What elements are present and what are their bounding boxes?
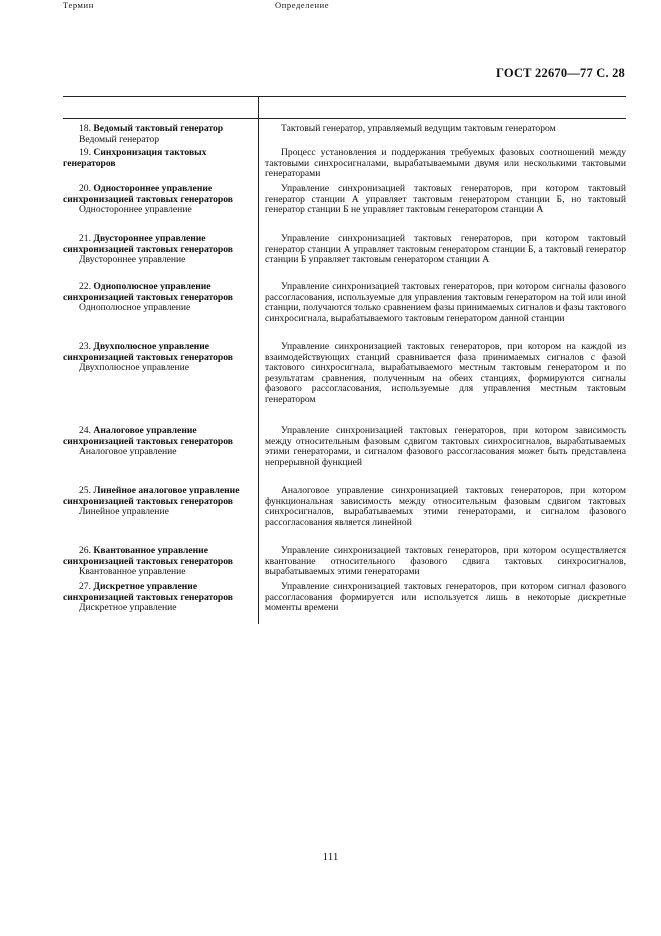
definition-cell: Управление синхронизацией тактовых генераторов, при котором на каждой из взаимодействующих станций сравнивается фаза принимаемых сигналов с фазой тактового синхросигнала, вырабатываемого местным тактовым генератором и по результатам сравнения, полученным на обеих станциях, формируются сигналы фазового рассогласования, используемые для управления местным тактовым генератором <box>265 341 626 405</box>
term-title: Двухполюсное управление синхронизацией тактовых генераторов <box>63 341 233 363</box>
definition-cell: Управление синхронизацией тактовых генераторов, при котором тактовый генератор станции А управляет тактовым генератором станции Б, но тактовый генератор станции Б не управляет тактовым генератором станции А <box>265 183 626 216</box>
term-title: Одностороннее управление синхронизацией тактовых генераторов <box>63 183 233 205</box>
term-cell: 19. Синхронизация тактовых генераторов <box>63 147 207 169</box>
standard-header: ГОСТ 22670—77 С. 28 <box>496 66 625 80</box>
term-short: Квантованное управление <box>79 566 186 578</box>
term-title: Синхронизация тактовых генераторов <box>63 147 207 169</box>
term-short: Двустороннее управление <box>79 254 186 266</box>
term-short: Аналоговое управление <box>79 446 177 458</box>
table-header-rule <box>63 118 626 119</box>
table-top-rule <box>63 96 626 97</box>
term-title: Однополюсное управление синхронизацией тактовых генераторов <box>63 281 233 303</box>
definition-cell: Аналоговое управление синхронизацией тактовых генераторов, при котором функциональная зависимость между относительным фазовым сдвигом тактовых синхросигналов, вырабатываемых этими генераторами, и сигналом фазового рассогласования является линейной <box>265 485 626 528</box>
page-number: 111 <box>322 851 339 863</box>
term-cell: 26. Квантованное управление синхронизацией тактовых генераторов Квантованное управление <box>63 546 255 578</box>
term-short: Одностороннее управление <box>79 204 192 216</box>
term-cell: 23. Двухполюсное управление синхронизацией тактовых генераторов Двухполюсное управление <box>63 342 255 374</box>
term-short: Двухполюсное управление <box>79 362 190 374</box>
column-divider <box>258 96 259 624</box>
column-header-term: Термин <box>63 0 94 10</box>
definition-cell: Управление синхронизацией тактовых генераторов, при котором сигнал фазового рассогласования формируется или используется лишь в некоторые дискретные моменты времени <box>265 581 626 614</box>
term-cell: 22. Однополюсное управление синхронизацией тактовых генераторов Однополюсное управление <box>63 282 255 314</box>
definition-cell: Тактовый генератор, управляемый ведущим тактовым генератором <box>281 123 556 134</box>
term-title: Квантованное управление синхронизацией тактовых генераторов <box>63 545 233 567</box>
definition-cell: Управление синхронизацией тактовых генераторов, при котором зависимость между относительным фазовым сдвигом тактовых синхросигналов, вырабатываемых этими генераторами, и сигналом фазового рассогласования может быть представлена непрерывной функцией <box>265 425 626 468</box>
term-short: Линейное управление <box>79 506 169 518</box>
term-cell: 25. Линейное аналоговое управление синхронизацией тактовых генераторов Линейное управление <box>63 486 255 518</box>
term-short: Однополюсное управление <box>79 302 191 314</box>
column-header-definition: Определение <box>275 0 330 10</box>
term-cell: 21. Двустороннее управление синхронизацией тактовых генераторов Двустороннее управление <box>63 234 255 266</box>
term-title: Дискретное управление синхронизацией тактовых генераторов <box>63 581 233 603</box>
term-title: Ведомый тактовый генератор <box>93 123 224 134</box>
term-title: Линейное аналоговое управление синхронизацией тактовых генераторов <box>63 485 240 507</box>
definition-cell: Процесс установления и поддержания требуемых фазовых соотношений между тактовыми синхросигналами, вырабатываемыми двумя или несколькими тактовыми генераторами <box>265 147 626 180</box>
term-title: Аналоговое управление синхронизацией тактовых генераторов <box>63 425 233 447</box>
term-cell: 20. Одностороннее управление синхронизацией тактовых генераторов Одностороннее управление <box>63 184 255 216</box>
definition-cell: Управление синхронизацией тактовых генераторов, при котором осуществляется квантование относительного фазового сдвига тактовых синхросигналов, вырабатываемых этими генераторами <box>265 545 626 578</box>
term-title: Двустороннее управление синхронизацией тактовых генераторов <box>63 233 233 255</box>
definition-cell: Управление синхронизацией тактовых генераторов, при котором сигналы фазового рассогласования, используемые для управления тактовым генератором на той или иной станции, получаются только сравнением фазы принимаемых сигналов и фазы тактового синхросигнала, вырабатываемого тактовым генератором данной станции <box>265 281 626 324</box>
term-short: Ведомый генератор <box>79 133 160 145</box>
term-cell: 27. Дискретное управление синхронизацией тактовых генераторов Дискретное управление <box>63 582 255 614</box>
term-short: Дискретное управление <box>79 602 177 614</box>
term-cell: 24. Аналоговое управление синхронизацией тактовых генераторов Аналоговое управление <box>63 426 255 458</box>
definition-cell: Управление синхронизацией тактовых генераторов, при котором тактовый генератор станции А управляет тактовым генератором станции Б, а тактовый генератор станции Б управляет тактовым генератором станции А <box>265 233 626 266</box>
term-cell: 18. Ведомый тактовый генератор Ведомый генератор <box>63 124 255 145</box>
